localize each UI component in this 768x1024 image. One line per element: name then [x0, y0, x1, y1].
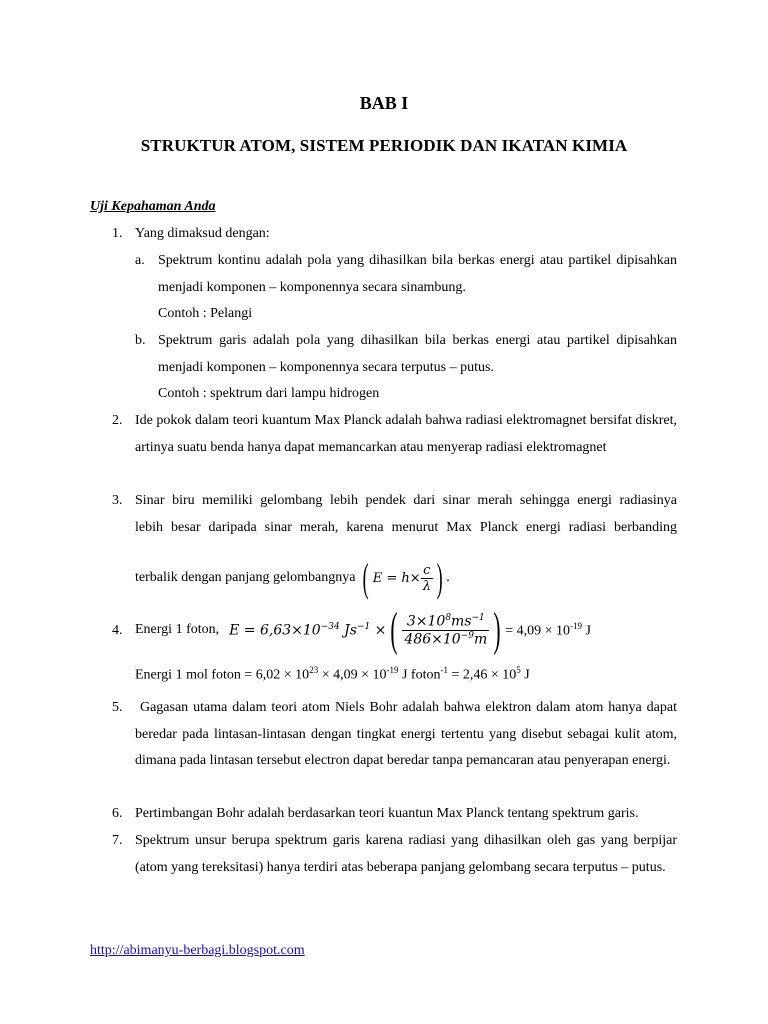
mol-line-c: J foton	[398, 667, 441, 683]
item-1b-example: Contoh : spektrum dari lampu hidrogen	[158, 386, 380, 401]
chapter-heading: BAB I	[359, 93, 409, 113]
item-1a-label: a.	[135, 253, 145, 268]
item-3-line-3	[135, 556, 450, 600]
item-6-text: Pertimbangan Bohr adalah berdasarkan teori kuantun Max Planck tentang spektrum garis.	[135, 806, 639, 821]
mol-line-d: = 2,46 × 10	[447, 667, 517, 683]
item-7-text: Spektrum unsur berupa spektrum garis karena radiasi yang dihasilkan oleh gas yang berpijar (atom yang tereksitasi) hanya terdiri atas beberapa panjang gelombang secara terputus – putus.	[135, 833, 677, 875]
item-1b-text: Spektrum garis adalah pola yang dihasilkan bila berkas energi atau partikel dipisahkan menjadi komponen – komponennya secara terputus – putus.	[158, 333, 677, 375]
photon-fraction-denominator	[402, 631, 489, 648]
photon-energy-formula	[229, 622, 386, 639]
mol-exp-4: 5	[516, 665, 521, 675]
eq-exp-2: −1	[356, 621, 371, 632]
formula-denominator: λ	[422, 578, 431, 594]
item-5-number: 5.	[112, 700, 123, 715]
left-paren-large: (	[390, 603, 399, 656]
photon-result	[505, 621, 591, 640]
formula-fraction	[421, 563, 433, 594]
num-exp: 8	[445, 612, 452, 623]
eq-exp-1: −34	[320, 621, 340, 632]
item-2-number: 2.	[112, 413, 123, 428]
item-3-line-2: lebih besar daripada sinar merah, karena menurut Max Planck energi radiasi berbanding	[135, 520, 677, 535]
mol-line-e: J	[520, 667, 530, 683]
item-1a-text: Spektrum kontinu adalah pola yang dihasilkan bila berkas energi atau partikel dipisahkan menjadi komponen – komponennya secara sinambung.	[158, 253, 677, 295]
result-value: = 4,09 × 10	[505, 623, 571, 639]
mol-exp-3: -1	[440, 665, 448, 675]
item-7-number: 7.	[112, 833, 123, 848]
photon-fraction-numerator	[402, 613, 489, 631]
mol-line-a: Energi 1 mol foton = 6,02 × 10	[135, 667, 310, 683]
mol-exp-2: -19	[386, 665, 399, 675]
den-exp: −9	[460, 630, 474, 641]
item-2-text: Ide pokok dalam teori kuantum Max Planck adalah bahwa radiasi elektromagnet bersifat diskret, artinya suatu benda hanya dapat memancarkan atau menyerap radiasi elektromagnet	[135, 413, 677, 455]
item-3-line-1: Sinar biru memiliki gelombang lebih pendek dari sinar merah sehingga energi radiasinya	[135, 493, 677, 508]
den-value: 486×10	[404, 631, 461, 648]
eq-prefix: E = 6,63×10	[229, 622, 321, 639]
item-1a-example: Contoh : Pelangi	[158, 306, 253, 321]
num-unit: ms	[451, 613, 472, 630]
photon-fraction	[402, 613, 489, 647]
num-unit-exp: −1	[471, 612, 485, 623]
chapter-title: STRUKTUR ATOM, SISTEM PERIODIK DAN IKATAN KIMIA	[140, 136, 628, 155]
item-6-number: 6.	[112, 806, 123, 821]
item-4-label: Energi 1 foton,	[135, 622, 220, 637]
formula-lhs: E = h×	[372, 570, 421, 586]
right-paren-large: )	[493, 603, 501, 656]
item-5-text: Gagasan utama dalam teori atom Niels Bohr adalah bahwa elektron dalam atom hanya dapat beredar pada lintasan-lintasan dengan tingkat energi tertentu yang disebut sebagai kulit atom, dimana pada lintasan tersebut electron dapat beredar tanpa pemancaran atau penyerapan energi.	[135, 700, 681, 768]
item-1-text: Yang dimaksud dengan:	[135, 226, 270, 241]
formula-end: .	[446, 570, 450, 585]
result-unit: J	[582, 623, 591, 639]
item-3-line-3-text: terbalik dengan panjang gelombangnya	[135, 570, 356, 585]
formula-numerator: c	[421, 563, 433, 579]
mol-line-b: × 4,09 × 10	[318, 667, 387, 683]
item-4-line-1	[135, 604, 591, 656]
item-1-number: 1.	[112, 226, 123, 241]
left-paren: (	[363, 555, 370, 600]
item-1b-label: b.	[135, 333, 146, 348]
den-unit: m	[473, 631, 488, 648]
section-heading: Uji Kepahaman Anda	[90, 199, 216, 214]
num-value: 3×10	[406, 613, 446, 630]
item-4-line-2	[135, 665, 530, 684]
eq-times: ×	[370, 622, 387, 639]
formula-energy-wavelength	[359, 555, 450, 600]
result-exp: -19	[570, 620, 583, 631]
right-paren: )	[436, 555, 443, 600]
item-3-number: 3.	[112, 493, 123, 508]
item-4-number: 4.	[112, 623, 123, 638]
eq-unit: Js	[339, 622, 357, 639]
footer-blog-link[interactable]: http://abimanyu-berbagi.blogspot.com	[90, 943, 305, 958]
mol-exp-1: 23	[309, 665, 319, 675]
